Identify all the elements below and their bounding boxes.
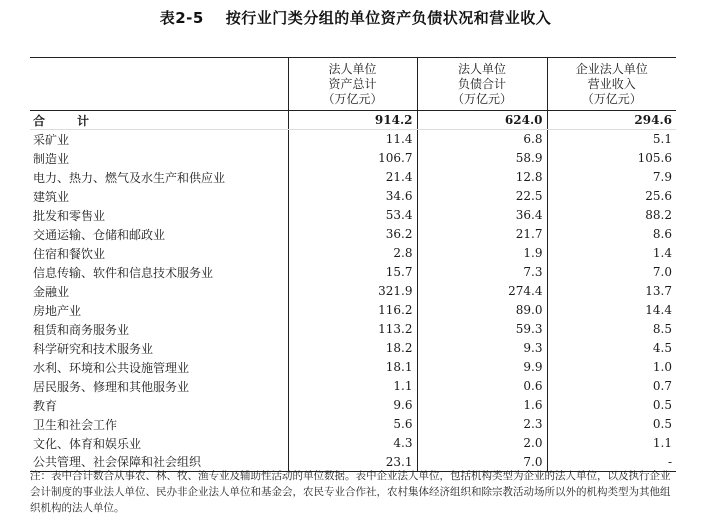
industry-name: 金融业: [33, 284, 70, 299]
revenue-value: 8.5: [547, 320, 676, 339]
industry-name: 建筑业: [33, 189, 70, 204]
table-number: 表2-5: [159, 9, 204, 27]
assets-value: 18.1: [288, 358, 417, 377]
assets-value: 18.2: [288, 339, 417, 358]
debt-value: 9.9: [417, 358, 547, 377]
industry-name: 信息传输、软件和信息技术服务业: [33, 265, 214, 280]
table-title: [0, 7, 711, 28]
header-assets: [288, 58, 417, 111]
total-row: [30, 111, 676, 130]
debt-value: 6.8: [417, 130, 547, 149]
assets-value: 914.2: [288, 111, 417, 130]
industry-name: 水利、环境和公共设施管理业: [33, 360, 190, 375]
assets-value: 106.7: [288, 149, 417, 168]
assets-value: 1.1: [288, 377, 417, 396]
debt-value: 89.0: [417, 301, 547, 320]
revenue-value: 7.9: [547, 168, 676, 187]
revenue-value: 4.5: [547, 339, 676, 358]
industry-name: 文化、体育和娱乐业: [33, 436, 142, 451]
industry-name: 房地产业: [33, 303, 82, 318]
revenue-value: 8.6: [547, 225, 676, 244]
debt-value: 59.3: [417, 320, 547, 339]
table-row: [30, 320, 676, 339]
debt-value: 274.4: [417, 282, 547, 301]
industry-name: 电力、热力、燃气及水生产和供应业: [33, 170, 226, 185]
table-row: [30, 396, 676, 415]
header-debt: [417, 58, 547, 111]
table-row: [30, 206, 676, 225]
industry-name: 居民服务、修理和其他服务业: [33, 379, 190, 394]
revenue-value: -: [547, 453, 676, 472]
header-line: （万亿元）: [581, 91, 642, 106]
assets-value: 11.4: [288, 130, 417, 149]
revenue-value: 88.2: [547, 206, 676, 225]
industry-name: 租赁和商务服务业: [33, 322, 130, 337]
revenue-value: 294.6: [547, 111, 676, 130]
debt-value: 7.0: [417, 453, 547, 472]
debt-value: 36.4: [417, 206, 547, 225]
header-line: 负债合计: [457, 76, 506, 91]
debt-value: 2.3: [417, 415, 547, 434]
table-row: [30, 130, 676, 149]
debt-value: 22.5: [417, 187, 547, 206]
assets-value: 4.3: [288, 434, 417, 453]
debt-value: 21.7: [417, 225, 547, 244]
industry-name: 交通运输、仓储和邮政业: [33, 227, 166, 242]
revenue-value: 25.6: [547, 187, 676, 206]
assets-value: 5.6: [288, 415, 417, 434]
table-row: [30, 434, 676, 453]
industry-name: 科学研究和技术服务业: [33, 341, 154, 356]
debt-value: 1.9: [417, 244, 547, 263]
debt-value: 12.8: [417, 168, 547, 187]
table-row: [30, 339, 676, 358]
assets-value: 15.7: [288, 263, 417, 282]
header-line: 企业法人单位: [575, 61, 648, 76]
table-row: [30, 282, 676, 301]
debt-value: 58.9: [417, 149, 547, 168]
revenue-value: 0.7: [547, 377, 676, 396]
industry-name: 采矿业: [33, 132, 70, 147]
revenue-value: 7.0: [547, 263, 676, 282]
revenue-value: 1.0: [547, 358, 676, 377]
table-row: [30, 301, 676, 320]
revenue-value: 1.4: [547, 244, 676, 263]
data-table: [30, 57, 676, 472]
assets-value: 321.9: [288, 282, 417, 301]
debt-value: 9.3: [417, 339, 547, 358]
revenue-value: 14.4: [547, 301, 676, 320]
debt-value: 624.0: [417, 111, 547, 130]
revenue-value: 105.6: [547, 149, 676, 168]
assets-value: 23.1: [288, 453, 417, 472]
header-industry: [30, 58, 288, 111]
industry-name: 卫生和社会工作: [33, 417, 118, 432]
industry-name: 批发和零售业: [33, 208, 106, 223]
assets-value: 34.6: [288, 187, 417, 206]
debt-value: 2.0: [417, 434, 547, 453]
debt-value: 7.3: [417, 263, 547, 282]
assets-value: 113.2: [288, 320, 417, 339]
table-row: [30, 377, 676, 396]
table-row: [30, 358, 676, 377]
table-row: [30, 263, 676, 282]
table-row: [30, 168, 676, 187]
header-line: 法人单位: [457, 61, 506, 76]
industry-name: 住宿和餐饮业: [33, 246, 106, 261]
header-revenue: [547, 58, 676, 111]
industry-name: 公共管理、社会保障和社会组织: [30, 453, 288, 472]
assets-value: 36.2: [288, 225, 417, 244]
debt-value: 0.6: [417, 377, 547, 396]
revenue-value: 0.5: [547, 415, 676, 434]
assets-value: 2.8: [288, 244, 417, 263]
industry-name: 制造业: [33, 151, 70, 166]
footnote: 注：表中合计数合从事农、林、牧、渔专业及辅助性活动的单位数据。表中企业法人单位，包括机构类型为企业的法人单位，以及执行企业会计制度的事业法人单位、民办非企业法人单位和基金会，农民专业合作社，农村集体经济组织和除宗教活动场所以外的机构类型为其他组织机构的法人单位。: [30, 470, 671, 514]
header-line: （万亿元）: [322, 91, 383, 106]
header-line: 营业收入: [587, 76, 636, 91]
table-caption: 按行业门类分组的单位资产负债状况和营业收入: [225, 9, 552, 27]
table-row: [30, 244, 676, 263]
revenue-value: 0.5: [547, 396, 676, 415]
table-row: [30, 415, 676, 434]
assets-value: 21.4: [288, 168, 417, 187]
industry-name: 合 计: [30, 111, 288, 130]
header-row: [30, 58, 676, 111]
header-line: （万亿元）: [451, 91, 512, 106]
table-row: [30, 187, 676, 206]
assets-value: 53.4: [288, 206, 417, 225]
revenue-value: 13.7: [547, 282, 676, 301]
table-row: [30, 149, 676, 168]
table-row: [30, 225, 676, 244]
revenue-value: 1.1: [547, 434, 676, 453]
industry-name: 教育: [33, 398, 58, 413]
assets-value: 116.2: [288, 301, 417, 320]
assets-value: 9.6: [288, 396, 417, 415]
header-line: 法人单位: [328, 61, 377, 76]
debt-value: 1.6: [417, 396, 547, 415]
header-line: 资产总计: [328, 76, 377, 91]
revenue-value: 5.1: [547, 130, 676, 149]
